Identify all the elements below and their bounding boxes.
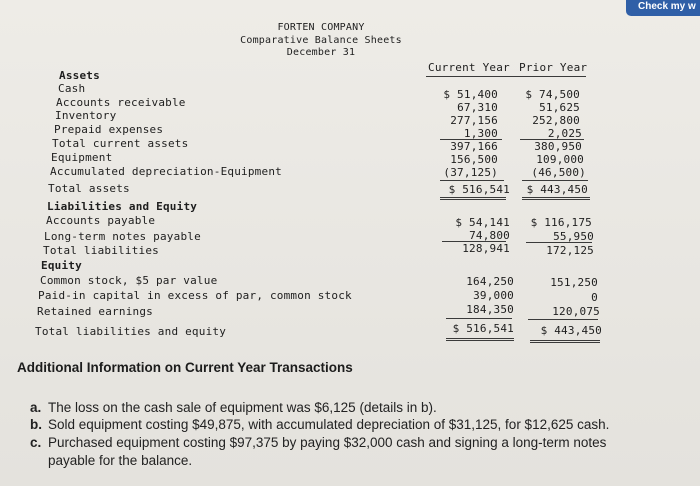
statement-title: Comparative Balance Sheets	[240, 35, 402, 46]
value-prior-accounts-receivable: 51,625	[539, 101, 580, 114]
item-marker-a: a.	[30, 400, 42, 415]
rule-equity-current	[446, 318, 512, 319]
row-label-accumulated-depreciation: Accumulated depreciation-Equipment	[50, 165, 282, 178]
value-current-accounts-payable: $ 54,141	[455, 216, 510, 229]
value-current-inventory: 277,156	[450, 114, 498, 127]
item-text-b: Sold equipment costing $49,875, with accumulated depreciation of $31,125, for $12,625 cash.	[48, 417, 610, 432]
row-label-total-liabilities-and-equity: Total liabilities and equity	[35, 325, 227, 338]
value-prior-inventory: 252,800	[532, 114, 580, 127]
row-label-accounts-receivable: Accounts receivable	[56, 96, 186, 109]
row-label-assets: Assets	[59, 69, 100, 82]
row-label-equipment: Equipment	[51, 151, 113, 164]
double-rule-liabilities-equity-current	[446, 338, 514, 341]
additional-item-c-continued: payable for the balance.	[48, 453, 193, 468]
additional-item-a	[30, 399, 437, 416]
additional-item-c	[30, 434, 606, 451]
rule-equity-prior	[528, 319, 598, 320]
value-current-accumulated-depreciation: (37,125)	[443, 166, 498, 179]
value-current-total-liabilities: 128,941	[462, 242, 510, 255]
value-prior-total-current-assets: 380,950	[534, 140, 582, 153]
item-marker-b: b.	[30, 417, 42, 432]
value-current-retained-earnings: 184,350	[466, 303, 514, 316]
column-header-prior-year: Prior Year	[519, 61, 588, 74]
row-label-accounts-payable: Accounts payable	[46, 214, 156, 227]
item-text-a: The loss on the cash sale of equipment was $6,125 (details in b).	[48, 400, 437, 415]
row-label-total-liabilities: Total liabilities	[43, 244, 159, 257]
row-label-retained-earnings: Retained earnings	[37, 305, 153, 318]
total-rule-assets-current	[440, 180, 504, 181]
value-current-total-liabilities-and-equity: $ 516,541	[452, 322, 514, 335]
item-text-c: Purchased equipment costing $97,375 by paying $32,000 cash and signing a long-term notes	[48, 435, 607, 450]
value-prior-retained-earnings: 120,075	[552, 305, 600, 318]
row-label-prepaid-expenses: Prepaid expenses	[54, 123, 164, 136]
value-current-accounts-receivable: 67,310	[457, 101, 498, 114]
value-prior-long-term-notes: 55,950	[553, 230, 594, 243]
subtotal-rule-current-assets-prior	[520, 139, 584, 140]
row-label-long-term-notes-payable: Long-term notes payable	[44, 230, 201, 243]
value-prior-total-liabilities: 172,125	[546, 244, 594, 257]
subtotal-rule-current-assets-current	[440, 139, 502, 140]
row-label-paid-in-capital: Paid-in capital in excess of par, common stock	[38, 289, 352, 302]
value-prior-equipment: 109,000	[536, 153, 584, 166]
header-underline	[426, 76, 586, 77]
row-label-liabilities-and-equity: Liabilities and Equity	[47, 200, 198, 213]
additional-item-b	[30, 416, 609, 433]
row-label-total-current-assets: Total current assets	[52, 137, 189, 150]
value-current-long-term-notes: 74,800	[469, 229, 510, 242]
value-current-total-assets: $ 516,541	[448, 183, 510, 196]
row-label-cash: Cash	[58, 82, 86, 95]
statement-date: December 31	[286, 47, 356, 58]
value-current-equipment: 156,500	[450, 153, 498, 166]
value-current-prepaid-expenses: 1,300	[463, 127, 498, 140]
company-name: FORTEN COMPANY	[277, 22, 365, 33]
column-header-current-year: Current Year	[428, 61, 510, 74]
value-prior-total-liabilities-and-equity: $ 443,450	[540, 324, 602, 337]
value-prior-prepaid-expenses: 2,025	[547, 127, 582, 140]
value-prior-paid-in-capital: 0	[591, 291, 598, 304]
row-label-equity: Equity	[41, 259, 82, 272]
total-rule-assets-prior	[522, 180, 588, 181]
double-rule-assets-prior	[522, 197, 590, 200]
value-prior-accumulated-depreciation: (46,500)	[531, 166, 586, 179]
value-current-total-current-assets: 397,166	[450, 140, 498, 153]
value-current-paid-in-capital: 39,000	[473, 289, 514, 302]
row-label-total-assets: Total assets	[48, 182, 130, 195]
value-prior-common-stock: 151,250	[550, 276, 598, 289]
value-current-cash: $ 51,400	[443, 88, 498, 101]
rule-liabilities-prior	[526, 242, 592, 243]
check-my-work-button[interactable]: Check my w	[626, 0, 700, 16]
row-label-common-stock: Common stock, $5 par value	[40, 274, 218, 287]
additional-info-title: Additional Information on Current Year Transactions	[17, 360, 353, 375]
value-prior-accounts-payable: $ 116,175	[530, 216, 592, 229]
value-current-common-stock: 164,250	[466, 275, 514, 288]
rule-liabilities-current	[442, 241, 506, 242]
value-prior-cash: $ 74,500	[525, 88, 580, 101]
value-prior-total-assets: $ 443,450	[526, 183, 588, 196]
double-rule-liabilities-equity-prior	[530, 340, 600, 343]
item-marker-c: c.	[30, 435, 42, 450]
row-label-inventory: Inventory	[55, 109, 117, 122]
double-rule-assets-current	[440, 197, 506, 200]
